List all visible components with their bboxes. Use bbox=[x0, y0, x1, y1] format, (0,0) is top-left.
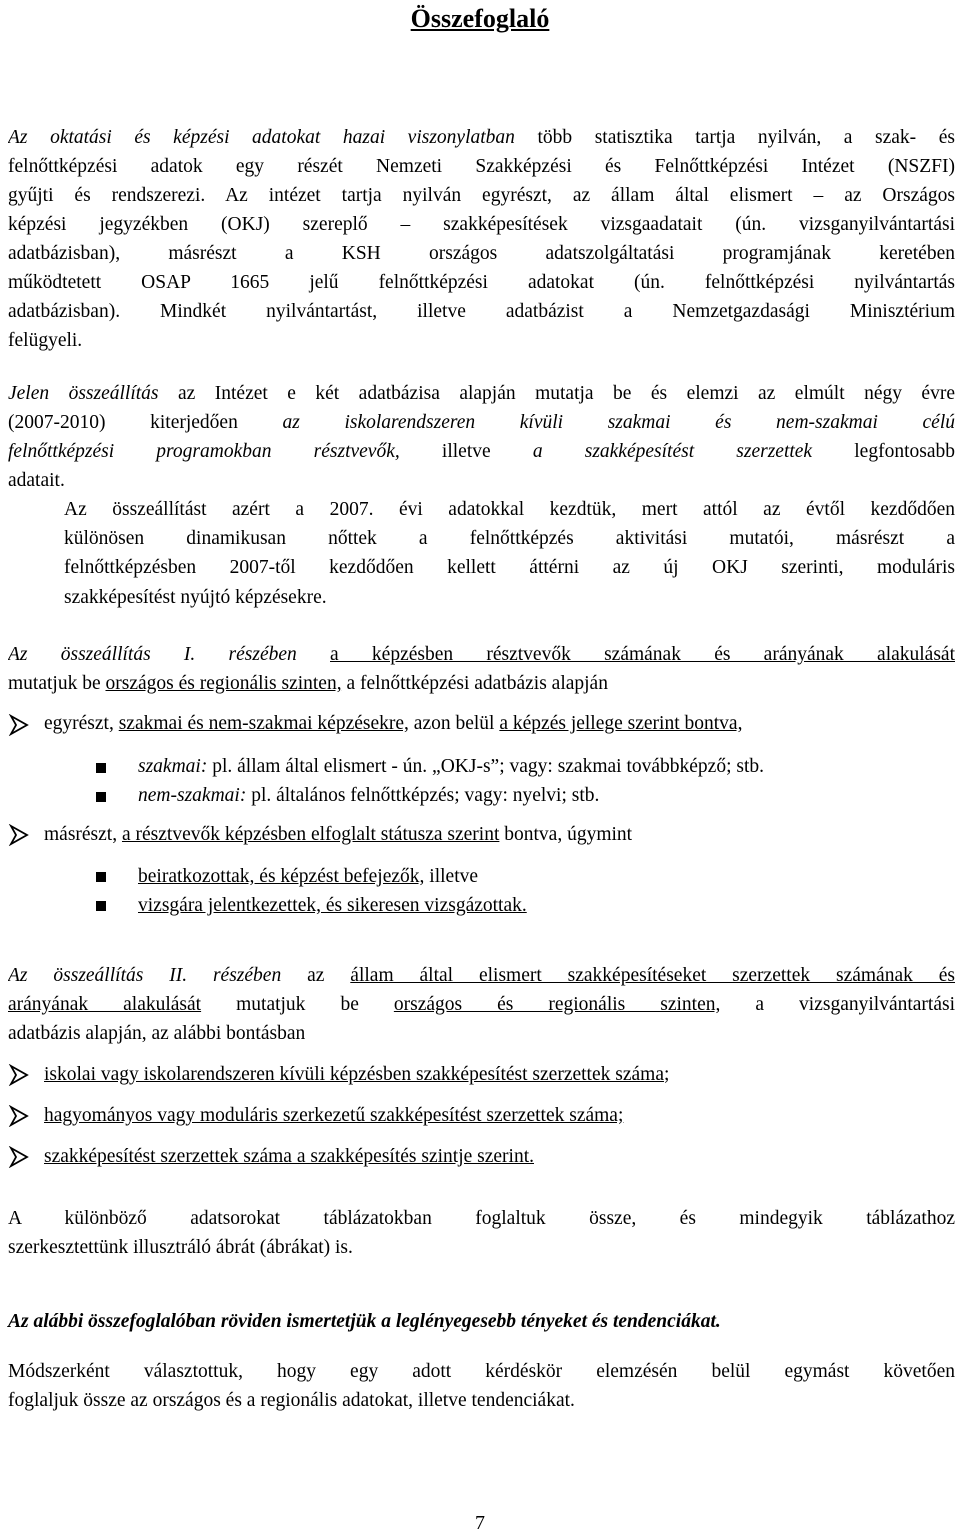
text-line: szakképesítést nyújtó képzésekre. bbox=[64, 587, 327, 608]
text-line bbox=[8, 128, 955, 150]
sub-bullet-item bbox=[138, 896, 955, 916]
underlined-phrase: a képzésben résztvevők számának és arányának alakulását bbox=[330, 645, 955, 665]
sub-bullet-item bbox=[138, 867, 955, 887]
text-span: mutatjuk be bbox=[8, 673, 106, 694]
italic-phrase: szakmai: bbox=[138, 756, 208, 777]
text-line: A különböző adatsorokat táblázatokban foglaltuk össze, és mindegyik táblázathoz bbox=[8, 1209, 955, 1229]
text-line: foglaljuk össze az országos és a regionális adatokat, illetve tendenciákat. bbox=[8, 1390, 575, 1411]
bullet-item bbox=[44, 1147, 955, 1167]
text-span bbox=[297, 645, 330, 665]
bullet-item bbox=[44, 1065, 955, 1085]
summary-intro: Az alábbi összefoglalóban röviden ismertetjük a leglényegesebb tényeket és tendenciákat. bbox=[8, 1311, 721, 1332]
underlined-phrase: a résztvevők képzésben elfoglalt státusza szerint bbox=[121, 824, 500, 845]
text-line: Módszerként választottuk, hogy egy adott kérdéskör elemzésén belül egymást követően bbox=[8, 1362, 955, 1382]
text-line: szerkesztettünk illusztráló ábrát (ábrákat) is. bbox=[8, 1237, 353, 1258]
italic-phrase: Jelen összeállítás bbox=[8, 384, 159, 404]
text-span: mutatjuk be bbox=[201, 995, 394, 1015]
text-span: bontva, úgymint bbox=[499, 824, 633, 845]
text-span: a vizsganyilvántartási bbox=[720, 995, 955, 1015]
text-span: pl. általános felnőttképzés; vagy: nyelvi; stb. bbox=[246, 785, 600, 806]
bullet-item bbox=[44, 825, 955, 845]
text-span: az Intézet e két adatbázisa alapján mutatja be és elemzi az elmúlt négy évre bbox=[158, 384, 955, 404]
bullet-item bbox=[44, 1106, 955, 1126]
italic-phrase: Az oktatási és képzési adatokat hazai viszonylatban bbox=[8, 128, 515, 148]
text-line: adatbázis alapján, az alábbi bontásban bbox=[8, 1023, 306, 1044]
arrow-bullet-icon bbox=[8, 1146, 30, 1168]
arrow-bullet-icon bbox=[8, 1105, 30, 1127]
arrow-bullet-icon bbox=[8, 1064, 30, 1086]
text-line: felnőttképzésben 2007-től kezdődően kellett áttérni az új OKJ szerinti, moduláris bbox=[64, 558, 955, 578]
underlined-phrase: szakmai és nem-szakmai képzésekre, bbox=[118, 713, 409, 734]
underlined-phrase: országos és regionális szinten, bbox=[393, 995, 721, 1015]
underlined-phrase: vizsgára jelentkezettek, és sikeresen vizsgázottak. bbox=[138, 895, 527, 916]
italic-phrase: az iskolarendszeren kívüli szakmai és nem-szakmai célú bbox=[282, 413, 955, 433]
text-line bbox=[8, 384, 955, 406]
sub-bullet-item bbox=[138, 757, 955, 777]
square-bullet-icon bbox=[96, 763, 106, 773]
text-span: másrészt, bbox=[44, 824, 122, 845]
text-line bbox=[8, 674, 955, 694]
text-line: képzési jegyzékben (OKJ) szereplő – szakképesítések vizsgaadatait (ún. vizsganyilvántartási bbox=[8, 215, 955, 235]
underlined-phrase: iskolai vagy iskolarendszeren kívüli képzésben szakképesítést szerzettek száma bbox=[44, 1064, 664, 1085]
square-bullet-icon bbox=[96, 872, 106, 882]
text-span: a felnőttképzési adatbázis alapján bbox=[341, 673, 608, 694]
text-line: különösen dinamikusan nőttek a felnőttképzés aktivitási mutatói, másrészt a bbox=[64, 529, 955, 549]
text-line bbox=[8, 966, 955, 988]
text-span: illetve bbox=[399, 442, 533, 462]
text-span: egyrészt, bbox=[44, 713, 119, 734]
text-line: adatbázisban), másrészt a KSH országos adatszolgáltatási programjának keretében bbox=[8, 244, 955, 264]
text-span: pl. állam által elismert - ún. „OKJ-s”; vagy: szakmai továbbképző; stb. bbox=[207, 756, 765, 777]
underlined-phrase: országos és regionális szinten, bbox=[105, 673, 342, 694]
text-line: adatbázisban). Mindkét nyilvántartást, illetve adatbázist a Nemzetgazdasági Minisztérium bbox=[8, 302, 955, 322]
square-bullet-icon bbox=[96, 792, 106, 802]
text-line: működtetett OSAP 1665 jelű felnőttképzési adatokat (ún. felnőttképzési nyilvántartás bbox=[8, 273, 955, 293]
text-line: Az összeállítást azért a 2007. évi adatokkal kezdtük, mert attól az évtől kezdődően bbox=[64, 500, 955, 520]
underlined-phrase: állam által elismert szakképesítéseket szerzettek számának és bbox=[350, 966, 955, 986]
italic-phrase: nem-szakmai: bbox=[138, 785, 247, 806]
text-line bbox=[8, 645, 955, 667]
underlined-phrase: szakképesítést szerzettek száma a szakképesítés szintje szerint. bbox=[44, 1146, 534, 1167]
underlined-phrase: hagyományos vagy moduláris szerkezetű szakképesítést szerzettek száma; bbox=[44, 1105, 624, 1126]
arrow-bullet-icon bbox=[8, 714, 30, 736]
text-span: több statisztika tartja nyilván, a szak- és bbox=[514, 128, 955, 148]
underlined-phrase: arányának alakulását bbox=[8, 995, 202, 1015]
italic-phrase: Az összeállítás I. részében bbox=[8, 645, 297, 665]
underlined-phrase: beiratkozottak, és képzést befejezők, bbox=[138, 866, 425, 887]
text-line bbox=[8, 413, 955, 435]
text-line bbox=[8, 442, 955, 464]
bullet-item bbox=[44, 714, 955, 734]
text-line: adatait. bbox=[8, 470, 65, 491]
text-span: azon belül bbox=[408, 713, 500, 734]
italic-phrase: a szakképesítést szerzettek bbox=[532, 442, 813, 462]
text-line: felügyeli. bbox=[8, 330, 83, 351]
text-span: (2007-2010) kiterjedően bbox=[8, 413, 283, 433]
text-span: illetve bbox=[424, 866, 479, 887]
arrow-bullet-icon bbox=[8, 824, 30, 846]
text-line bbox=[8, 995, 955, 1017]
text-line: gyűjti és rendszerezi. Az intézet tartja nyilván egyrészt, az állam által elismert – az Országos bbox=[8, 186, 955, 206]
text-span: ; bbox=[663, 1064, 670, 1085]
square-bullet-icon bbox=[96, 901, 106, 911]
italic-phrase: Az összeállítás II. részében bbox=[8, 966, 282, 986]
sub-bullet-item bbox=[138, 786, 955, 806]
page-number: 7 bbox=[475, 1512, 485, 1534]
text-span: legfontosabb bbox=[812, 442, 955, 462]
text-line: felnőttképzési adatok egy részét Nemzeti Szakképzési és Felnőttképzési Intézet (NSZFI) bbox=[8, 157, 955, 177]
page-title: Összefoglaló bbox=[410, 4, 550, 33]
text-span: az bbox=[281, 966, 351, 986]
italic-phrase: felnőttképzési programokban résztvevők, bbox=[8, 442, 400, 462]
underlined-phrase: a képzés jellege szerint bontva, bbox=[499, 713, 743, 734]
